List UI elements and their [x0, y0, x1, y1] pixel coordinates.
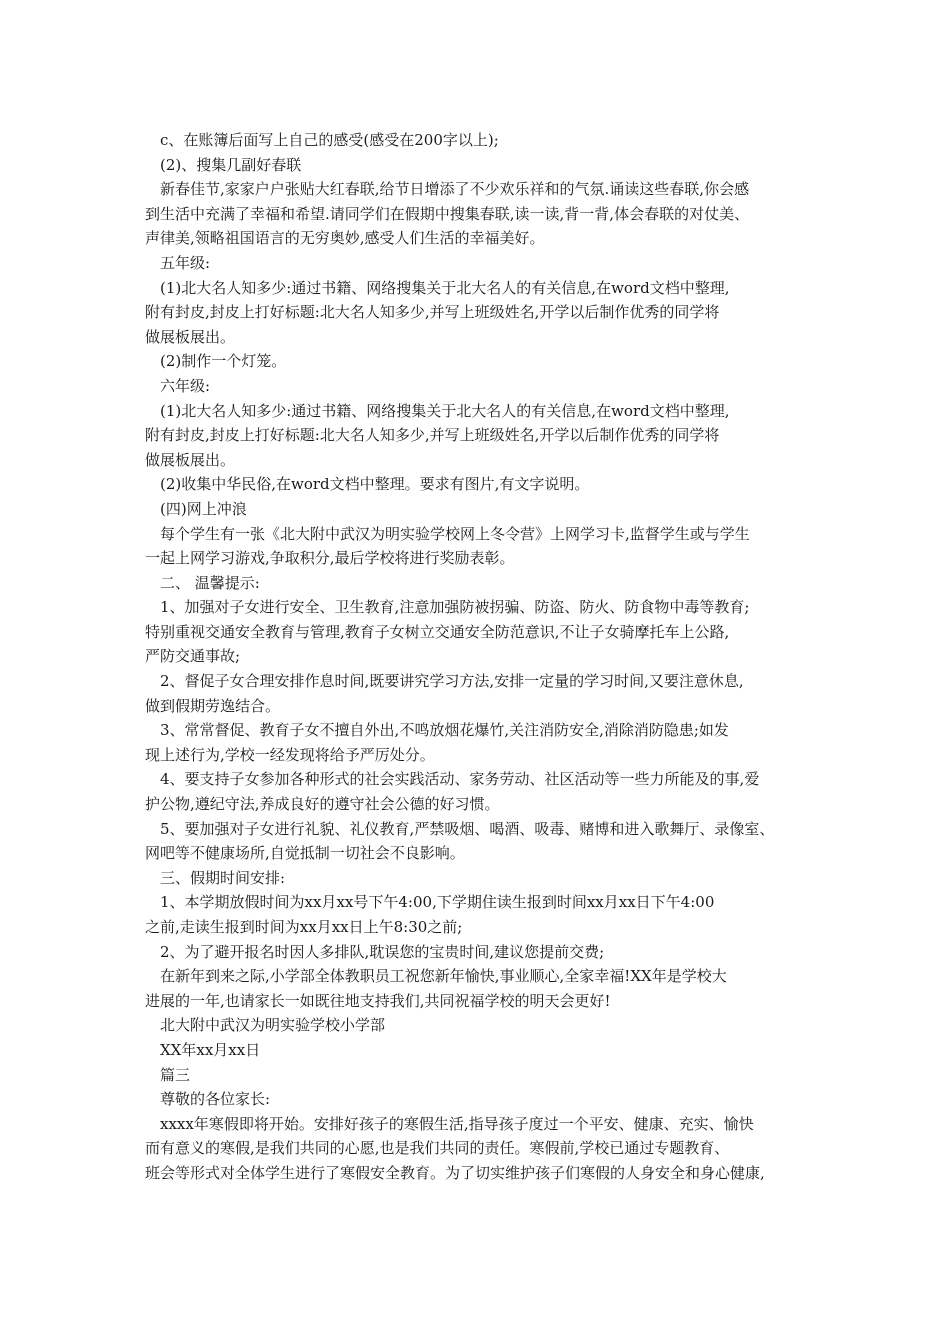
- text-line: xxxx年寒假即将开始。安排好孩子的寒假生活,指导孩子度过一个平安、健康、充实、愉快: [160, 1114, 754, 1133]
- text-line: 做到假期劳逸结合。: [145, 696, 281, 715]
- text-line: 4、要支持子女参加各种形式的社会实践活动、家务劳动、社区活动等一些力所能及的事,爱: [160, 770, 760, 789]
- text-line: 现上述行为,学校一经发现将给予严厉处分。: [145, 745, 435, 764]
- text-line: 班会等形式对全体学生进行了寒假安全教育。为了切实维护孩子们寒假的人身安全和身心健康,: [145, 1163, 765, 1182]
- text-line: 北大附中武汉为明实验学校小学部: [160, 1016, 386, 1035]
- text-line: 而有意义的寒假,是我们共同的心愿,也是我们共同的责任。寒假前,学校已通过专题教育、: [145, 1139, 730, 1158]
- text-line: 3、常常督促、教育子女不擅自外出,不鸣放烟花爆竹,关注消防安全,消除消防隐患;如发: [160, 721, 729, 740]
- text-line: 之前,走读生报到时间为xx月xx日上午8:30之前;: [145, 918, 463, 936]
- text-line: (2)收集中华民俗,在word文档中整理。要求有图片,有文字说明。: [160, 475, 590, 494]
- text-line: 声律美,领略祖国语言的无穷奥妙,感受人们生活的幸福美好。: [145, 229, 545, 248]
- text-line: 进展的一年,也请家长一如既往地支持我们,共同祝福学校的明天会更好!: [145, 991, 611, 1010]
- text-line: 二、 温馨提示:: [160, 573, 260, 592]
- text-line: XX年xx月xx日: [160, 1040, 261, 1059]
- text-line: 三、假期时间安排:: [160, 868, 286, 887]
- text-line: 特别重视交通安全教育与管理,教育子女树立交通安全防范意识,不让子女骑摩托车上公路,: [145, 622, 730, 641]
- text-line: 做展板展出。: [145, 327, 236, 346]
- text-line: 1、加强对子女进行安全、卫生教育,注意加强防被拐骗、防盗、防火、防食物中毒等教育;: [160, 598, 750, 617]
- text-line: 在新年到来之际,小学部全体教职员工祝您新年愉快,事业顺心,全家幸福!XX年是学校大: [160, 967, 727, 986]
- text-line: 六年级:: [160, 376, 211, 395]
- text-line: 附有封皮,封皮上打好标题:北大名人知多少,并写上班级姓名,开学以后制作优秀的同学将: [145, 426, 720, 445]
- text-line: (1)北大名人知多少:通过书籍、网络搜集关于北大名人的有关信息,在word文档中整理,: [160, 401, 730, 420]
- text-line: 一起上网学习游戏,争取积分,最后学校将进行奖励表彰。: [145, 549, 515, 568]
- text-line: 篇三: [160, 1065, 191, 1084]
- text-line: 尊敬的各位家长:: [160, 1090, 271, 1109]
- text-line: 新春佳节,家家户户张贴大红春联,给节日增添了不少欢乐祥和的气氛.诵读这些春联,你会感: [160, 180, 750, 199]
- text-line: 严防交通事故;: [145, 647, 241, 666]
- text-line: 护公物,遵纪守法,养成良好的遵守社会公德的好习惯。: [145, 795, 500, 814]
- text-line: 附有封皮,封皮上打好标题:北大名人知多少,并写上班级姓名,开学以后制作优秀的同学将: [145, 303, 720, 322]
- text-line: 做展板展出。: [145, 450, 236, 469]
- text-line: 1、本学期放假时间为xx月xx号下午4:00,下学期住读生报到时间xx月xx日下午4:00: [160, 893, 715, 912]
- text-line: (2)制作一个灯笼。: [160, 352, 287, 371]
- text-line: (2)、搜集几副好春联: [160, 155, 302, 174]
- text-line: 每个学生有一张《北大附中武汉为明实验学校网上冬令营》上网学习卡,监督学生或与学生: [160, 524, 750, 543]
- text-line: 5、要加强对子女进行礼貌、礼仪教育,严禁吸烟、喝酒、吸毒、赌博和进入歌舞厅、录像室、: [160, 819, 775, 838]
- text-line: 2、督促子女合理安排作息时间,既要讲究学习方法,安排一定量的学习时间,又要注意休息,: [160, 672, 744, 691]
- document-body: [145, 128, 825, 1186]
- text-line: (1)北大名人知多少:通过书籍、网络搜集关于北大名人的有关信息,在word文档中整理,: [160, 278, 730, 297]
- text-line: 网吧等不健康场所,自觉抵制一切社会不良影响。: [145, 844, 465, 863]
- text-line: 2、为了避开报名时因人多排队,耽误您的宝贵时间,建议您提前交费;: [160, 942, 605, 961]
- text-line: 到生活中充满了幸福和希望.请同学们在假期中搜集春联,读一读,背一背,体会春联的对仗美、: [145, 204, 750, 223]
- text-line: c、在账簿后面写上自己的感受(感受在200字以上);: [160, 131, 499, 149]
- text-line: 五年级:: [160, 253, 211, 272]
- text-line: (四)网上冲浪: [160, 499, 247, 518]
